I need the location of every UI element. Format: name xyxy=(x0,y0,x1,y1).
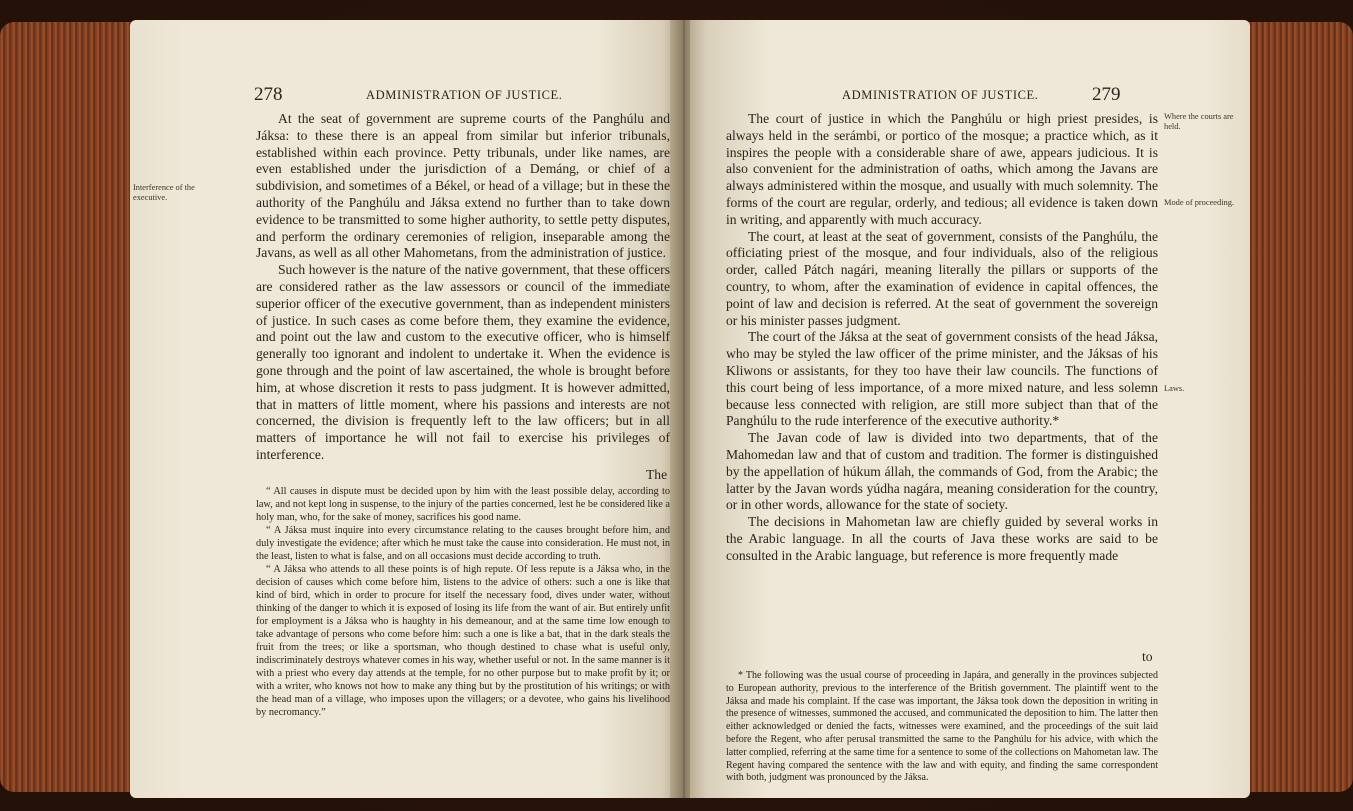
right-catchword: to xyxy=(1142,649,1153,664)
left-page xyxy=(130,20,678,798)
right-page-number: 279 xyxy=(1092,84,1121,105)
right-paragraph-2: The court, at least at the seat of government, consists of the Panghúlu, the officiating priest of the mosque, and four individuals, also of the religious order, called Pátch nagári, meaning literally the pillars or supports of the country, to whom, after the examination of evidence in capital offences, the point of law and decision is referred. At the seat of government the sovereign or his minister passes judgment. xyxy=(726,228,1158,328)
quote-paragraph-2: “ A Jáksa must inquire into every circumstance relating to the causes brought before him, and duly investigate the evidence; after which he must take the cause into consideration. He must not, in the least, listen to what is false, and on all occasions must decide according to truth. xyxy=(256,525,670,562)
margin-note-mode-of-proceeding: Mode of proceeding. xyxy=(1164,198,1235,207)
margin-note-interference: Interference of the executive. xyxy=(133,183,195,202)
quote-paragraph-3: “ A Jáksa who attends to all these points is of high repute. Of less repute is a Jáksa who, in the decision of causes which come before him, listens to the advice of others: such a one is like that kind of bird, which in order to procure for itself the necessary food, dives under water, without thinking of the danger to which it is exposed of losing its life from the want of air. But entirely unfit for employment is a Jáksa who is haughty in his demeanour, and at the same time low enough to take advantage of persons who come before him: such a one is like a bat, that in the dark steals the fruit from the trees; or like a sportsman, who though destined to chase what is useful only, indiscriminately destroys whatever comes in his way, whether useful or not. In the same manner is it with a priest who every day attends at the temple, for no other purpose but to make profit by it; or with a writer, who knows not how to make any thing but by the prostitution of his writings; or with the head man of a village, who imposes upon the villagers; or a devotee, who gains his livelihood by necromancy.” xyxy=(256,564,670,718)
quote-paragraph-1: “ All causes in dispute must be decided upon by him with the least possible delay, according to law, and not kept long in suspense, to the injury of the parties concerned, lest he be considered like a holy man, who, for the sake of money, sacrifices his good name. xyxy=(256,486,670,523)
footnote xyxy=(726,670,1158,785)
left-quotation xyxy=(256,485,670,719)
left-catchword: The xyxy=(646,467,668,482)
right-body-text xyxy=(726,111,1158,565)
right-paragraph-1: The court of justice in which the Panghúlu or high priest presides, is always held in the serámbi, or portico of the mosque; a practice which, as it inspires the people with a considerable share of awe, appears judicious. It is also convenient for the administration of oaths, which among the Javans are always administered within the mosque, and usually with much solemnity. The forms of the court are regular, orderly, and tedious; all evidence is taken down in writing, and apparently with much accuracy. xyxy=(726,111,1158,227)
left-paragraph-1: At the seat of government are supreme courts of the Panghúlu and Jáksa: to these there is an appeal from similar but inferior tribunals, established within each province. Petty tribunals, under like names, are even established under the jurisdiction of a Demáng, or chief of a subdivision, and sometimes of a Békel, or head of a village; but in these the authority of the Panghúlu and Jáksa extend no further than to take down evidence to be transmitted to some higher authority, to settle petty disputes, and perform the ordinary ceremonies of religion, inseparable among the Javans, as well as all other Mahometans, from the administration of justice. xyxy=(256,111,670,261)
right-paragraph-4: The Javan code of law is divided into two departments, that of the Mahomedan law and that of custom and tradition. The former is distinguished by the appellation of húkum állah, the commands of God, from the Arabic; the latter by the Javan words yúdha nagára, meaning consideration for the country, or in other words, allowance for the state of society. xyxy=(726,430,1158,513)
right-paragraph-5: The decisions in Mahometan law are chiefly guided by several works in the Arabic language. In all the courts of Java these works are said to be consulted in the Arabic language, but reference is more frequently made xyxy=(726,514,1158,563)
margin-note-laws: Laws. xyxy=(1164,384,1185,393)
right-paragraph-3: The court of the Jáksa at the seat of government consists of the head Jáksa, who may be styled the law officer of the prime minister, and the Jáksas of his Kliwons or assistants, for they too have their law councils. The functions of this court being of less importance, of a more mixed nature, and less solemn because less connected with religion, are still more subject than that of the Panghúlu to the rude interference of the executive authority.* xyxy=(726,329,1158,429)
left-page-number: 278 xyxy=(254,84,283,105)
left-running-head: ADMINISTRATION OF JUSTICE. xyxy=(366,88,563,102)
margin-note-courts-held: Where the courts are held. xyxy=(1164,112,1234,131)
left-paragraph-2: Such however is the nature of the native government, that these officers are considered rather as the law assessors or council of the immediate superior officer of the executive government, than as independent ministers of justice. In such cases as come before them, they examine the evidence, and point out the law and custom to the executive officer, who is himself generally too ignorant and indolent to undertake it. When the evidence is gone through and the point of law ascertained, the whole is brought before him, at whose discretion it rests to pass judgment. It is however admitted, that in matters of little moment, where his passions and interests are not concerned, the division is frequently left to the law officers; but in all matters of importance he will not fail to exercise his privileges of interference. xyxy=(256,262,670,462)
right-page-edges xyxy=(1243,22,1353,792)
right-running-head: ADMINISTRATION OF JUSTICE. xyxy=(842,88,1039,102)
left-body-text xyxy=(256,111,670,464)
right-page xyxy=(690,20,1250,798)
left-page-edges xyxy=(0,22,140,792)
footnote-text: * The following was the usual course of proceeding in Japára, and generally in the provinces subjected to European authority, previous to the interference of the British government. The plaintiff went to the Jáksa and made his complaint. If the case was important, the Jáksa took down the deposition in writing in the presence of witnesses, summoned the accused, and communicated the deposition to him. The latter then either acknowledged or denied the facts, witnesses were examined, and the proceedings of the suit laid before the Regent, who after perusal transmitted the same to the Panghúlu for his advice, with which the latter complied, referring at the same time for a sentence to some of the collections on Mahometan law. The Regent having compared the sentence with the law and with equity, and finding the same correspondent with both, judgment was pronounced by the Jáksa. xyxy=(726,670,1158,784)
